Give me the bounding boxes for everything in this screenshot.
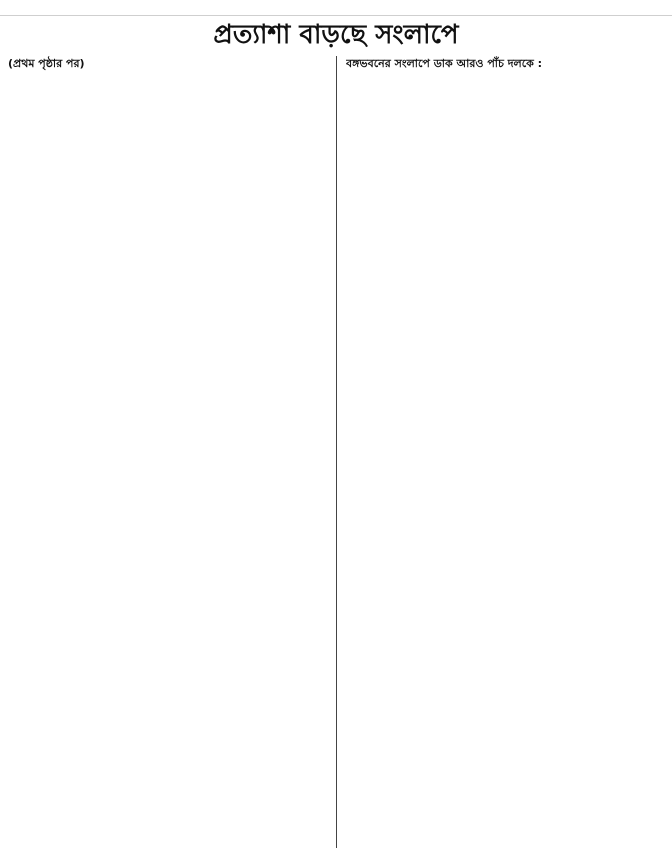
column-left bbox=[8, 56, 326, 848]
paragraph bbox=[8, 56, 326, 71]
column-right bbox=[346, 56, 664, 848]
headline: প্রত্যাশা বাড়ছে সংলাপে bbox=[213, 20, 459, 50]
previous-article-strip bbox=[0, 0, 672, 16]
column-divider bbox=[336, 56, 337, 848]
article-body bbox=[8, 56, 664, 848]
paragraph bbox=[346, 56, 664, 71]
subhead: বঙ্গভবনের সংলাপে ডাক আরও পাঁচ দলকে : bbox=[346, 57, 543, 70]
jump-label: (প্রথম পৃষ্ঠার পর) bbox=[8, 57, 85, 70]
